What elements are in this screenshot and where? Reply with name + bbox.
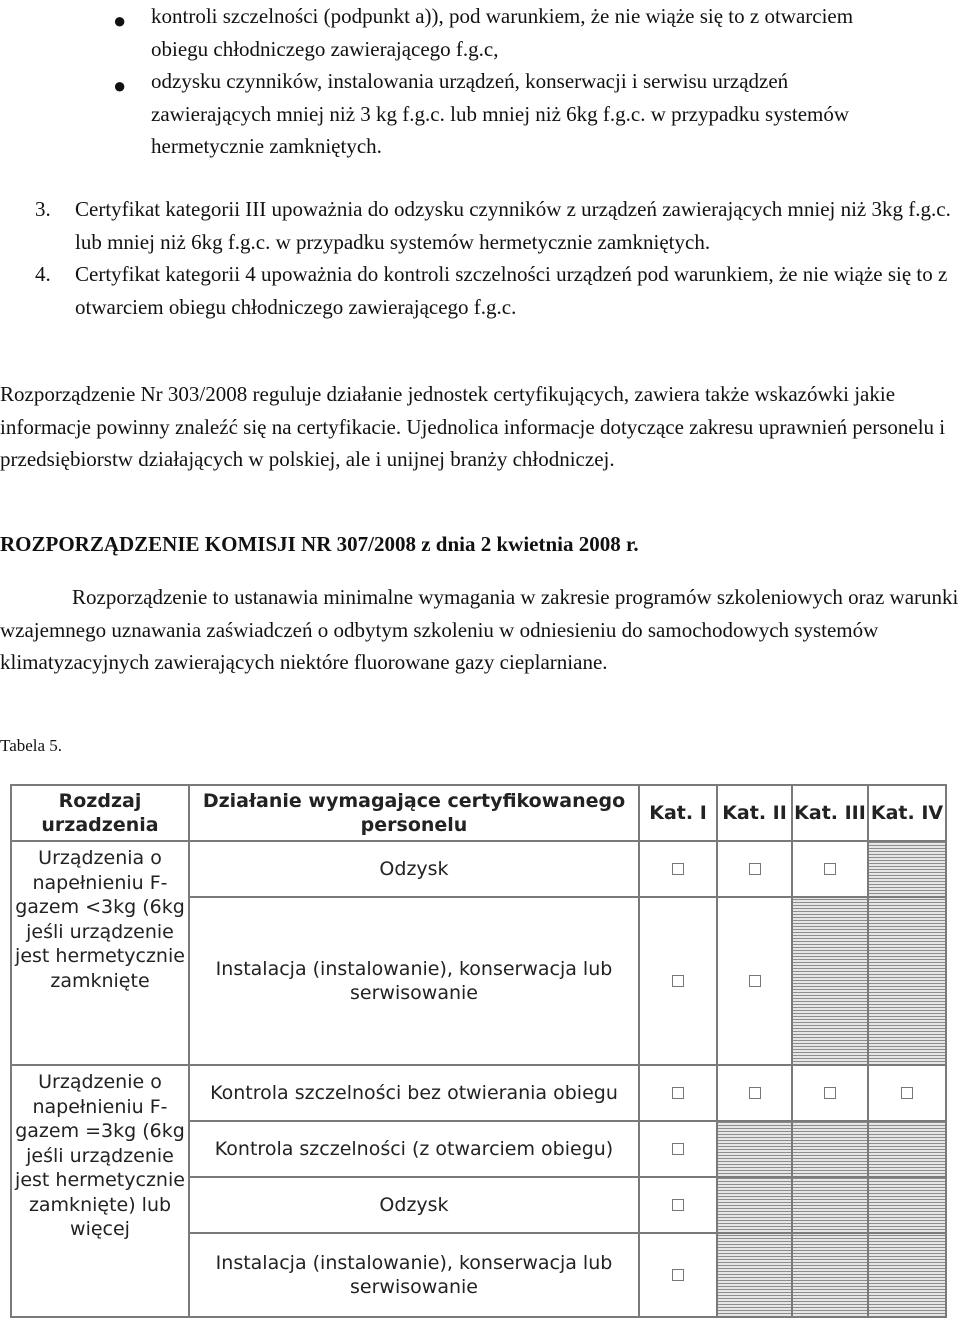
header-device: Rozdzaj urzadzenia bbox=[11, 785, 189, 841]
cat3-cell bbox=[792, 841, 868, 897]
cat4-cell-hatched bbox=[868, 841, 946, 897]
cat3-cell-hatched bbox=[792, 1121, 868, 1177]
action-cell: Kontrola szczelności bez otwierania obiegu bbox=[189, 1065, 639, 1121]
bullet-item bbox=[0, 0, 911, 65]
cat1-cell bbox=[639, 1233, 717, 1317]
checkbox-icon bbox=[824, 1087, 836, 1099]
numbered-item bbox=[0, 258, 960, 323]
cat1-cell bbox=[639, 1177, 717, 1233]
item-number: 4. bbox=[35, 262, 51, 286]
action-cell: Instalacja (instalowanie), konserwacja lub serwisowanie bbox=[189, 1233, 639, 1317]
checkbox-icon bbox=[672, 1087, 684, 1099]
bullet-text: odzysku czynników, instalowania urządzeń, konserwacji i serwisu urządzeń zawierających mniej niż 3 kg f.g.c. lub mniej niż 6kg f.g.c. w przypadku systemów hermetycznie zamkniętych. bbox=[151, 69, 850, 158]
cat3-cell-hatched bbox=[792, 897, 868, 1065]
action-cell: Instalacja (instalowanie), konserwacja lub serwisowanie bbox=[189, 897, 639, 1065]
cat4-cell-hatched bbox=[868, 897, 946, 1065]
device-cell: Urządzenia o napełnieniu F-gazem <3kg (6kg jeśli urządzenie jest hermetycznie zamknięte bbox=[11, 841, 189, 1065]
cat4-cell-hatched bbox=[868, 1233, 946, 1317]
cat1-cell bbox=[639, 897, 717, 1065]
bullet-item bbox=[0, 65, 911, 163]
checkbox-icon bbox=[824, 863, 836, 875]
cat2-cell-hatched bbox=[717, 1121, 792, 1177]
checkbox-icon bbox=[672, 1269, 684, 1281]
cat4-cell-hatched bbox=[868, 1121, 946, 1177]
item-text: Certyfikat kategorii 4 upoważnia do kontroli szczelności urządzeń pod warunkiem, że nie wiąże się to z otwarciem obiegu chłodniczego zawierającego f.g.c. bbox=[75, 262, 948, 319]
header-action: Działanie wymagające certyfikowanego personelu bbox=[189, 785, 639, 841]
cat2-cell bbox=[717, 841, 792, 897]
cat1-cell bbox=[639, 841, 717, 897]
bullet-text: kontroli szczelności (podpunkt a)), pod warunkiem, że nie wiąże się to z otwarciem obiegu chłodniczego zawierającego f.g.c, bbox=[151, 4, 854, 61]
table-row bbox=[11, 1065, 946, 1121]
checkbox-icon bbox=[749, 863, 761, 875]
section-heading: ROZPORZĄDZENIE KOMISJI NR 307/2008 z dnia 2 kwietnia 2008 r. bbox=[0, 532, 639, 556]
cat3-cell-hatched bbox=[792, 1177, 868, 1233]
paragraph: Rozporządzenie Nr 303/2008 reguluje działanie jednostek certyfikujących, zawiera także wskazówki jakie informacje powinny znaleźć się na certyfikacie. Ujednolica informacje dotyczące zakresu uprawnień personelu i przedsiębiorstw działających w polskiej, ale i unijnej branży chłodniczej. bbox=[0, 382, 946, 471]
cat1-cell bbox=[639, 1121, 717, 1177]
cat4-cell-hatched bbox=[868, 1177, 946, 1233]
cat1-cell bbox=[639, 1065, 717, 1121]
item-number: 3. bbox=[35, 197, 51, 221]
cat3-cell-hatched bbox=[792, 1233, 868, 1317]
checkbox-icon bbox=[749, 975, 761, 987]
paragraph: Rozporządzenie to ustanawia minimalne wymagania w zakresie programów szkoleniowych oraz warunki wzajemnego uznawania zaświadczeń o odbytym szkoleniu w odniesieniu do samochodowych systemów klimatyzacyjnych zawierających niektóre fluorowane gazy cieplarniane. bbox=[0, 585, 959, 674]
numbered-list bbox=[0, 193, 960, 323]
header-cat4: Kat. IV bbox=[868, 785, 946, 841]
cat4-cell bbox=[868, 1065, 946, 1121]
certification-table bbox=[10, 784, 947, 1318]
action-cell: Odzysk bbox=[189, 1177, 639, 1233]
header-cat3: Kat. III bbox=[792, 785, 868, 841]
cat2-cell-hatched bbox=[717, 1233, 792, 1317]
checkbox-icon bbox=[672, 863, 684, 875]
item-text: Certyfikat kategorii III upoważnia do odzysku czynników z urządzeń zawierających mniej niż 3kg f.g.c. lub mniej niż 6kg f.g.c. w przypadku systemów hermetycznie zamkniętych. bbox=[75, 197, 951, 254]
bullet-dot: ● bbox=[113, 8, 127, 33]
numbered-item bbox=[0, 193, 960, 258]
cat2-cell-hatched bbox=[717, 1177, 792, 1233]
checkbox-icon bbox=[672, 1143, 684, 1155]
checkbox-icon bbox=[901, 1087, 913, 1099]
cat2-cell bbox=[717, 1065, 792, 1121]
device-cell: Urządzenie o napełnieniu F-gazem =3kg (6kg jeśli urządzenie jest hermetycznie zamknięte) lub więcej bbox=[11, 1065, 189, 1317]
header-cat1: Kat. I bbox=[639, 785, 717, 841]
action-cell: Kontrola szczelności (z otwarciem obiegu) bbox=[189, 1121, 639, 1177]
cat3-cell bbox=[792, 1065, 868, 1121]
table-row bbox=[11, 841, 946, 897]
checkbox-icon bbox=[749, 1087, 761, 1099]
bullet-list bbox=[0, 0, 960, 163]
table-header-row bbox=[11, 785, 946, 841]
header-cat2: Kat. II bbox=[717, 785, 792, 841]
cat2-cell bbox=[717, 897, 792, 1065]
action-cell: Odzysk bbox=[189, 841, 639, 897]
table-caption: Tabela 5. bbox=[0, 736, 63, 755]
bullet-dot: ● bbox=[113, 73, 127, 98]
checkbox-icon bbox=[672, 975, 684, 987]
checkbox-icon bbox=[672, 1199, 684, 1211]
